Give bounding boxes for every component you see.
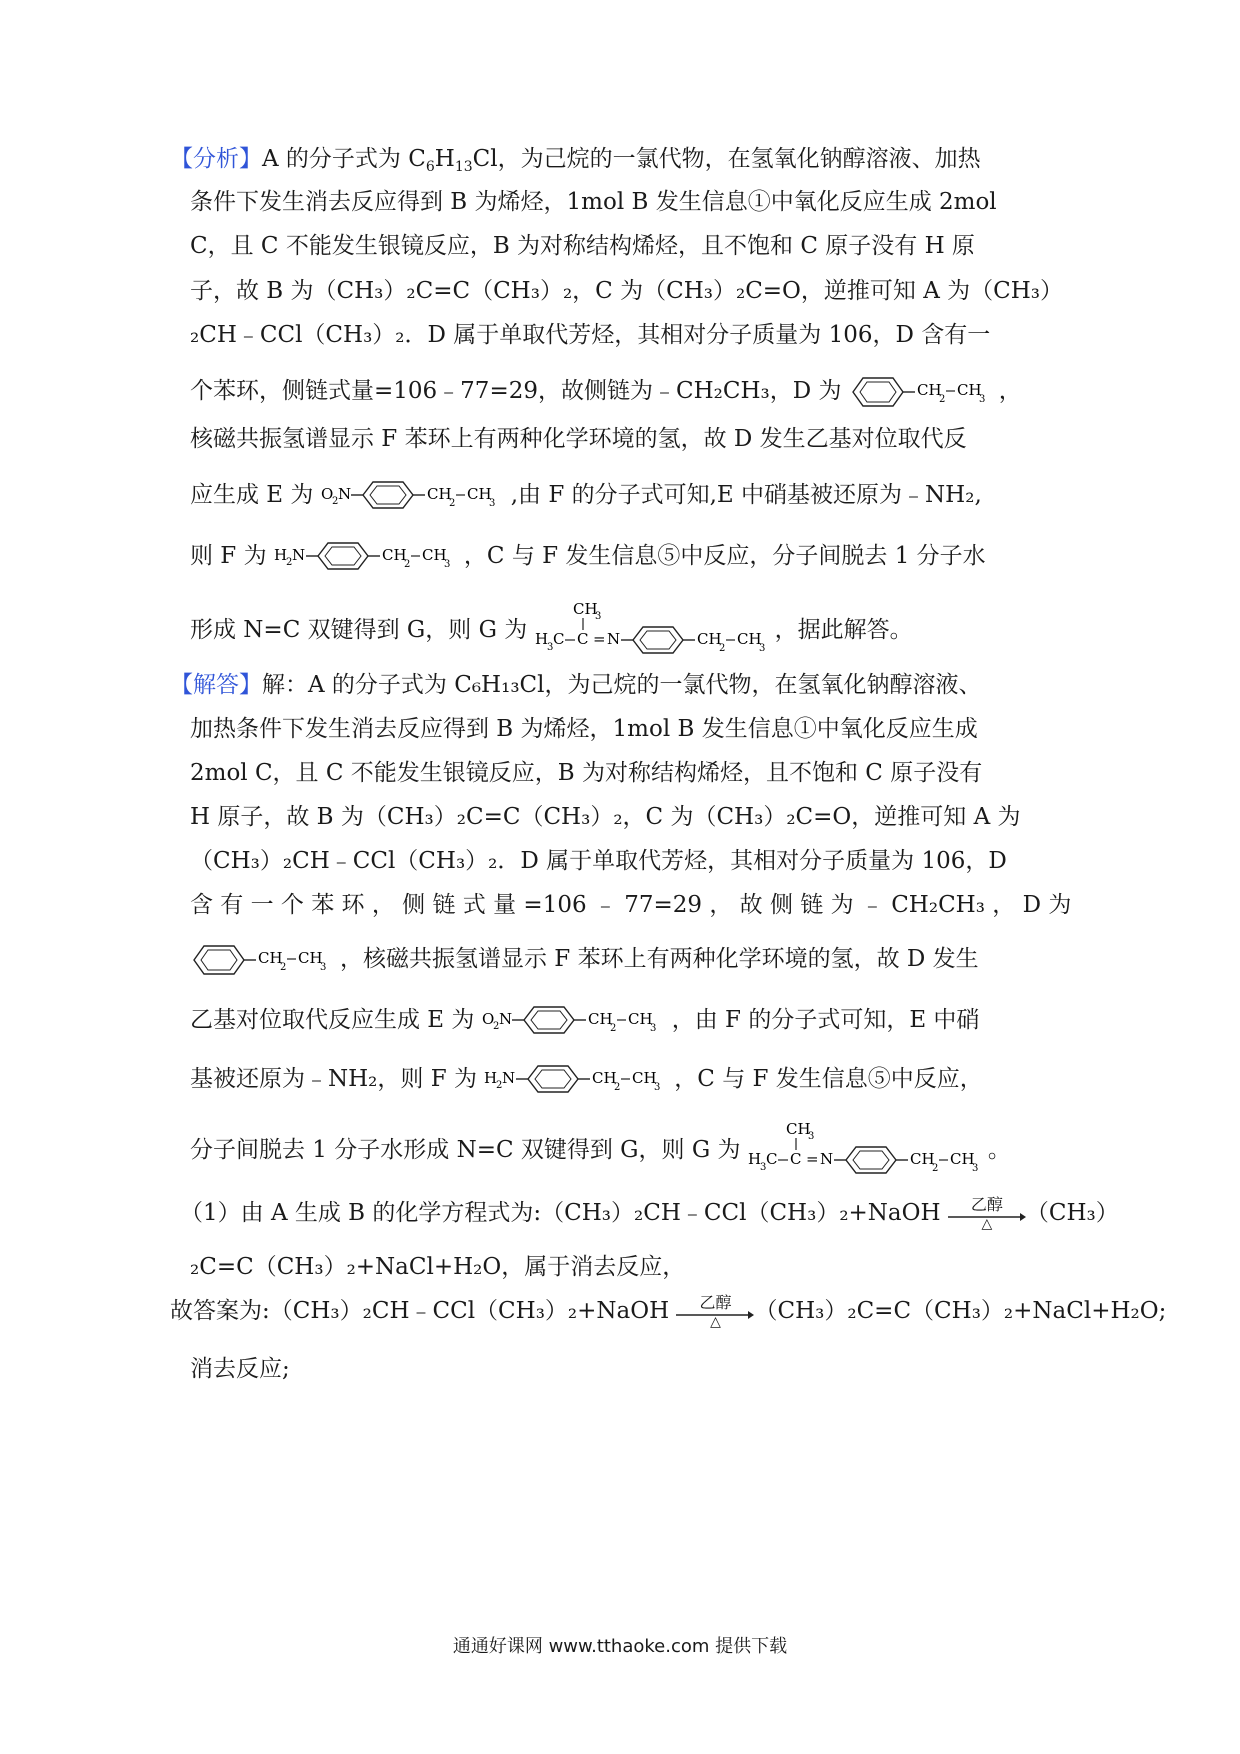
svg-text:CH: CH bbox=[426, 485, 452, 503]
amino-ethylbenzene-structure bbox=[274, 539, 464, 575]
answer-heading: 【解答】 bbox=[170, 672, 262, 698]
svg-text:3: 3 bbox=[758, 643, 765, 654]
svg-text:3: 3 bbox=[594, 611, 601, 622]
reaction-arrow bbox=[948, 1194, 1026, 1234]
analysis-line-2: 条件下发生消去反应得到 B 为烯烃，1mol B 发生信息①中氧化反应生成 2mol bbox=[190, 189, 997, 215]
ethylbenzene-structure bbox=[849, 374, 999, 410]
analysis-line-8: 应生成 E 为 O 2 N CH 2 CH 3 ,由 F 的分子式可知,E 中硝基被还原为﹣NH₂, bbox=[190, 476, 982, 514]
svg-text:2: 2 bbox=[492, 1021, 500, 1032]
svg-text:N: N bbox=[819, 1150, 833, 1168]
imine-structure-2 bbox=[748, 1120, 988, 1182]
q1-line-3: 故答案为:（CH₃）₂CH﹣CCl（CH₃）₂+NaOH 乙醇 △ （CH₃）₂C=C（CH₃）₂+NaCl+H₂O; bbox=[170, 1293, 1167, 1330]
answer-line-8: 乙基对位取代反应生成 E 为 O 2 N CH 2 CH 3 ，由 F 的分子式可知，E 中硝 bbox=[190, 1001, 979, 1039]
ethylbenzene-structure-2 bbox=[190, 942, 340, 978]
svg-text:3: 3 bbox=[649, 1023, 657, 1034]
svg-text:N: N bbox=[337, 485, 351, 503]
svg-text:2: 2 bbox=[718, 643, 725, 654]
svg-text:3: 3 bbox=[978, 394, 986, 405]
svg-text:H: H bbox=[534, 630, 548, 648]
svg-text:3: 3 bbox=[654, 1082, 661, 1093]
nitro-ethylbenzene-structure-2 bbox=[482, 1003, 672, 1039]
svg-text:2: 2 bbox=[609, 1023, 617, 1034]
amino-ethylbenzene-structure-2 bbox=[484, 1062, 674, 1098]
analysis-line-10: 形成 N=C 双键得到 G，则 G 为 CH 3 H 3 C C = N CH 2 CH 3 ，据此解答。 bbox=[190, 600, 913, 662]
svg-text:3: 3 bbox=[807, 1131, 815, 1142]
svg-text:C: C bbox=[765, 1150, 778, 1168]
analysis-line-9: 则 F 为 H 2 N CH 2 CH 3 ，C 与 F 发生信息⑤中反应，分子间脱去 1 分子水 bbox=[190, 537, 986, 575]
svg-text:CH: CH bbox=[592, 1069, 617, 1087]
reaction-condition-heat: △ bbox=[981, 1216, 993, 1232]
answer-line-2: 加热条件下发生消去反应得到 B 为烯烃，1mol B 发生信息①中氧化反应生成 bbox=[190, 716, 978, 742]
svg-text:3: 3 bbox=[546, 642, 553, 653]
answer-line-7: CH 2 CH 3 ，核磁共振氢谱显示 F 苯环上有两种化学环境的氢，故 D 发生 bbox=[190, 940, 979, 978]
answer-line-6: 含 有 一 个 苯 环 ， 侧 链 式 量 =106 ﹣ 77=29 ， 故 侧 链 为 ﹣ CH₂CH₃ ， D 为 bbox=[190, 892, 1072, 918]
svg-text:H: H bbox=[273, 546, 287, 564]
svg-text:2: 2 bbox=[614, 1082, 621, 1093]
svg-text:3: 3 bbox=[443, 559, 451, 570]
analysis-line-6: 个苯环，侧链式量=106﹣77=29，故侧链为﹣CH₂CH₃，D 为 CH 2 CH 3 ， bbox=[190, 372, 1022, 410]
svg-text:2: 2 bbox=[448, 498, 456, 509]
svg-text:N: N bbox=[502, 1069, 516, 1087]
svg-text:CH: CH bbox=[298, 949, 323, 967]
svg-text:O: O bbox=[320, 485, 334, 503]
svg-text:2: 2 bbox=[331, 496, 339, 507]
reaction-condition-solvent: 乙醇 bbox=[970, 1195, 1003, 1214]
svg-text:O: O bbox=[481, 1010, 495, 1028]
svg-text:CH: CH bbox=[572, 600, 598, 618]
svg-text:2: 2 bbox=[285, 557, 293, 568]
svg-text:CH: CH bbox=[381, 546, 407, 564]
svg-text:CH: CH bbox=[421, 546, 447, 564]
answer-line-5: （CH₃）₂CH﹣CCl（CH₃）₂．D 属于单取代芳烃，其相对分子质量为 106，D bbox=[190, 848, 1007, 874]
answer-line-4: H 原子，故 B 为（CH₃）₂C=C（CH₃）₂，C 为（CH₃）₂C=O，逆推可知 A 为 bbox=[190, 804, 1021, 830]
svg-text:CH: CH bbox=[956, 381, 982, 399]
svg-text:CH: CH bbox=[627, 1010, 653, 1028]
svg-text:3: 3 bbox=[971, 1163, 979, 1174]
svg-text:2: 2 bbox=[280, 962, 287, 973]
analysis-line-7: 核磁共振氢谱显示 F 苯环上有两种化学环境的氢，故 D 发生乙基对位取代反 bbox=[190, 426, 967, 452]
svg-text:CH: CH bbox=[632, 1069, 657, 1087]
page-footer: 通通好课网 www.tthaoke.com 提供下载 bbox=[452, 1636, 788, 1657]
svg-text:3: 3 bbox=[759, 1162, 767, 1173]
svg-text:C: C bbox=[789, 1150, 802, 1168]
svg-text:=: = bbox=[592, 630, 606, 648]
svg-text:N: N bbox=[606, 630, 620, 648]
q1-line-2: ₂C=C（CH₃）₂+NaCl+H₂O，属于消去反应， bbox=[190, 1254, 686, 1280]
answer-line-10: 分子间脱去 1 分子水形成 N=C 双键得到 G，则 G 为 CH 3 H 3 C C = N CH 2 CH 3 。 bbox=[190, 1120, 1011, 1182]
analysis-heading: 【分析】 bbox=[170, 146, 262, 172]
answer-line-3: 2mol C，且 C 不能发生银镜反应，B 为对称结构烯烃，且不饱和 C 原子没有 bbox=[190, 760, 983, 786]
answer-line-1: 【解答】解：A 的分子式为 C₆H₁₃Cl，为己烷的一氯代物，在氢氧化钠醇溶液、 bbox=[170, 672, 982, 698]
svg-text:2: 2 bbox=[931, 1163, 939, 1174]
svg-text:2: 2 bbox=[496, 1080, 503, 1091]
svg-text:CH: CH bbox=[949, 1150, 975, 1168]
answer-line-9: 基被还原为﹣NH₂，则 F 为 H 2 N CH 2 CH 3 ，C 与 F 发生信息⑤中反应， bbox=[190, 1060, 983, 1098]
svg-text:CH: CH bbox=[909, 1150, 935, 1168]
svg-text:H: H bbox=[747, 1150, 761, 1168]
svg-text:N: N bbox=[498, 1010, 512, 1028]
svg-text:3: 3 bbox=[488, 498, 496, 509]
analysis-line-3: C，且 C 不能发生银镜反应，B 为对称结构烯烃，且不饱和 C 原子没有 H 原 bbox=[190, 233, 975, 259]
svg-text:2: 2 bbox=[938, 394, 946, 405]
analysis-line-5: ₂CH﹣CCl（CH₃）₂．D 属于单取代芳烃，其相对分子质量为 106，D 含有一 bbox=[190, 322, 991, 348]
svg-text:CH: CH bbox=[696, 630, 722, 648]
svg-text:CH: CH bbox=[785, 1120, 811, 1138]
analysis-line-4: 子，故 B 为（CH₃）₂C=C（CH₃）₂，C 为（CH₃）₂C=O，逆推可知 A 为（CH₃） bbox=[190, 278, 1064, 304]
analysis-line-1: 【分析】A 的分子式为 $C_6H_{13}Cl$，为己烷的一氯代物，在氢氧化钠醇溶液、加热 bbox=[170, 146, 981, 175]
svg-text:C: C bbox=[552, 630, 565, 648]
svg-text:CH: CH bbox=[587, 1010, 613, 1028]
nitro-ethylbenzene-structure bbox=[321, 478, 511, 514]
svg-text:=: = bbox=[805, 1150, 819, 1168]
svg-text:C: C bbox=[576, 630, 589, 648]
svg-text:CH: CH bbox=[916, 381, 942, 399]
q1-line-4: 消去反应; bbox=[190, 1356, 290, 1382]
svg-text:H: H bbox=[484, 1069, 498, 1087]
svg-text:2: 2 bbox=[403, 559, 411, 570]
svg-text:CH: CH bbox=[258, 949, 283, 967]
svg-text:N: N bbox=[291, 546, 306, 564]
svg-text:CH: CH bbox=[466, 485, 492, 503]
svg-text:3: 3 bbox=[320, 962, 327, 973]
reaction-arrow-2: 乙醇 △ bbox=[676, 1292, 754, 1332]
imine-structure bbox=[535, 600, 775, 662]
svg-text:CH: CH bbox=[736, 630, 762, 648]
q1-line-1: （1）由 A 生成 B 的化学方程式为:（CH₃）₂CH﹣CCl（CH₃）₂+NaOH 乙醇 △ （CH₃） bbox=[180, 1194, 1119, 1234]
